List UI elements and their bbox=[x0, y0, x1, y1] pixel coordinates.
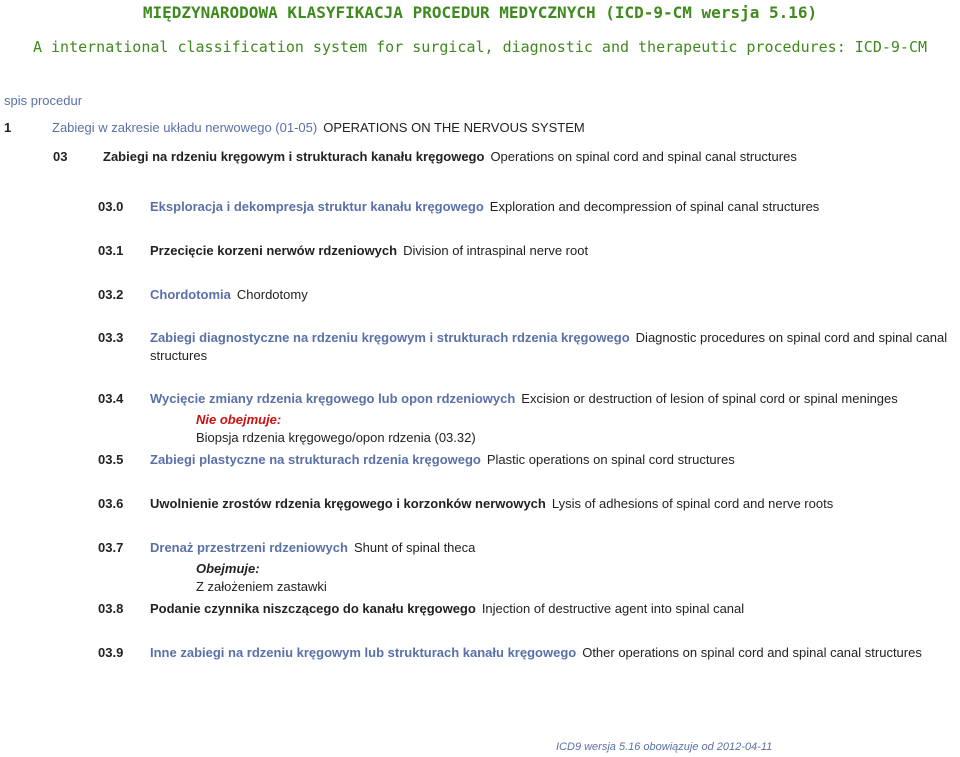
category-row bbox=[53, 148, 797, 166]
procedure-title-pl: Uwolnienie zrostów rdzenia kręgowego i korzonków nerwowych bbox=[150, 496, 546, 511]
procedure-link[interactable]: Eksploracja i dekompresja struktur kanału kręgowego bbox=[150, 199, 484, 214]
procedure-link[interactable]: Zabiegi diagnostyczne na rdzeniu kręgowym i strukturach rdzenia kręgowego bbox=[150, 330, 630, 345]
category-code: 03 bbox=[53, 149, 68, 164]
chapter-row bbox=[4, 119, 585, 137]
procedure-title-en: Other operations on spinal cord and spinal canal structures bbox=[582, 645, 922, 660]
exclusion-note: Biopsja rdzenia kręgowego/opon rdzenia (03.32) bbox=[196, 430, 476, 445]
inclusion-label: Obejmuje: bbox=[196, 561, 260, 576]
procedure-title-en: Diagnostic procedures on spinal cord and spinal canal structures bbox=[150, 330, 948, 363]
inclusion-note: Z założeniem zastawki bbox=[196, 579, 327, 594]
procedure-row bbox=[98, 198, 819, 216]
procedure-title-en: Lysis of adhesions of spinal cord and nerve roots bbox=[551, 496, 834, 511]
procedure-link[interactable]: Drenaż przestrzeni rdzeniowych bbox=[150, 540, 348, 555]
procedure-code: 03.7 bbox=[98, 540, 124, 555]
procedure-code-cell bbox=[98, 644, 123, 662]
procedure-code: 03.2 bbox=[98, 287, 124, 302]
procedure-link[interactable]: Inne zabiegi na rdzeniu kręgowym lub strukturach kanału kręgowego bbox=[150, 645, 577, 660]
chapter-title-en: OPERATIONS ON THE NERVOUS SYSTEM bbox=[323, 120, 585, 135]
version-footer: ICD9 wersja 5.16 obowiązuje od 2012-04-11 bbox=[556, 741, 773, 753]
exclusion-label: Nie obejmuje: bbox=[196, 412, 282, 427]
procedure-title-pl: Podanie czynnika niszczącego do kanału kręgowego bbox=[150, 601, 476, 616]
page-title: MIĘDZYNARODOWA KLASYFIKACJA PROCEDUR MEDYCZNYCH (ICD-9-CM wersja 5.16) bbox=[142, 3, 818, 22]
procedure-row bbox=[98, 600, 744, 618]
procedure-row bbox=[150, 644, 940, 662]
category-title-en: Operations on spinal cord and spinal canal structures bbox=[490, 149, 797, 164]
procedure-row bbox=[98, 286, 308, 304]
page-subtitle: A international classification system for surgical, diagnostic and therapeutic procedures: ICD-9-CM bbox=[32, 38, 928, 56]
procedure-code: 03.4 bbox=[98, 391, 124, 406]
procedure-code: 03.9 bbox=[98, 645, 124, 660]
chapter-number: 1 bbox=[4, 120, 12, 135]
procedure-link[interactable]: Wycięcie zmiany rdzenia kręgowego lub opon rdzeniowych bbox=[150, 391, 516, 406]
procedure-code-cell bbox=[98, 329, 123, 347]
procedure-row bbox=[98, 242, 588, 260]
procedure-code: 03.1 bbox=[98, 243, 124, 258]
chapter-link[interactable]: Zabiegi w zakresie układu nerwowego (01-05) bbox=[52, 120, 318, 135]
procedure-code: 03.6 bbox=[98, 496, 124, 511]
procedure-title-en: Injection of destructive agent into spinal canal bbox=[481, 601, 745, 616]
procedure-title-en: Chordotomy bbox=[236, 287, 308, 302]
procedure-code: 03.8 bbox=[98, 601, 124, 616]
procedure-link[interactable]: Chordotomia bbox=[150, 287, 231, 302]
procedure-code: 03.3 bbox=[98, 330, 124, 345]
procedure-row bbox=[98, 451, 735, 469]
procedure-row bbox=[98, 495, 833, 513]
procedure-row bbox=[98, 539, 475, 557]
procedure-row bbox=[98, 390, 898, 408]
procedure-code: 03.0 bbox=[98, 199, 124, 214]
procedure-title-en: Shunt of spinal theca bbox=[353, 540, 476, 555]
spis-procedur-link[interactable]: spis procedur bbox=[4, 93, 83, 108]
procedure-title-pl: Przecięcie korzeni nerwów rdzeniowych bbox=[150, 243, 398, 258]
procedure-title-en: Exploration and decompression of spinal canal structures bbox=[489, 199, 820, 214]
procedure-link[interactable]: Zabiegi plastyczne na strukturach rdzenia kręgowego bbox=[150, 452, 481, 467]
procedure-code: 03.5 bbox=[98, 452, 124, 467]
procedure-title-en: Division of intraspinal nerve root bbox=[403, 243, 589, 258]
procedure-row bbox=[150, 329, 950, 365]
procedure-title-en: Excision or destruction of lesion of spinal cord or spinal meninges bbox=[521, 391, 898, 406]
category-title-pl: Zabiegi na rdzeniu kręgowym i strukturach kanału kręgowego bbox=[103, 149, 485, 164]
procedure-title-en: Plastic operations on spinal cord structures bbox=[486, 452, 735, 467]
